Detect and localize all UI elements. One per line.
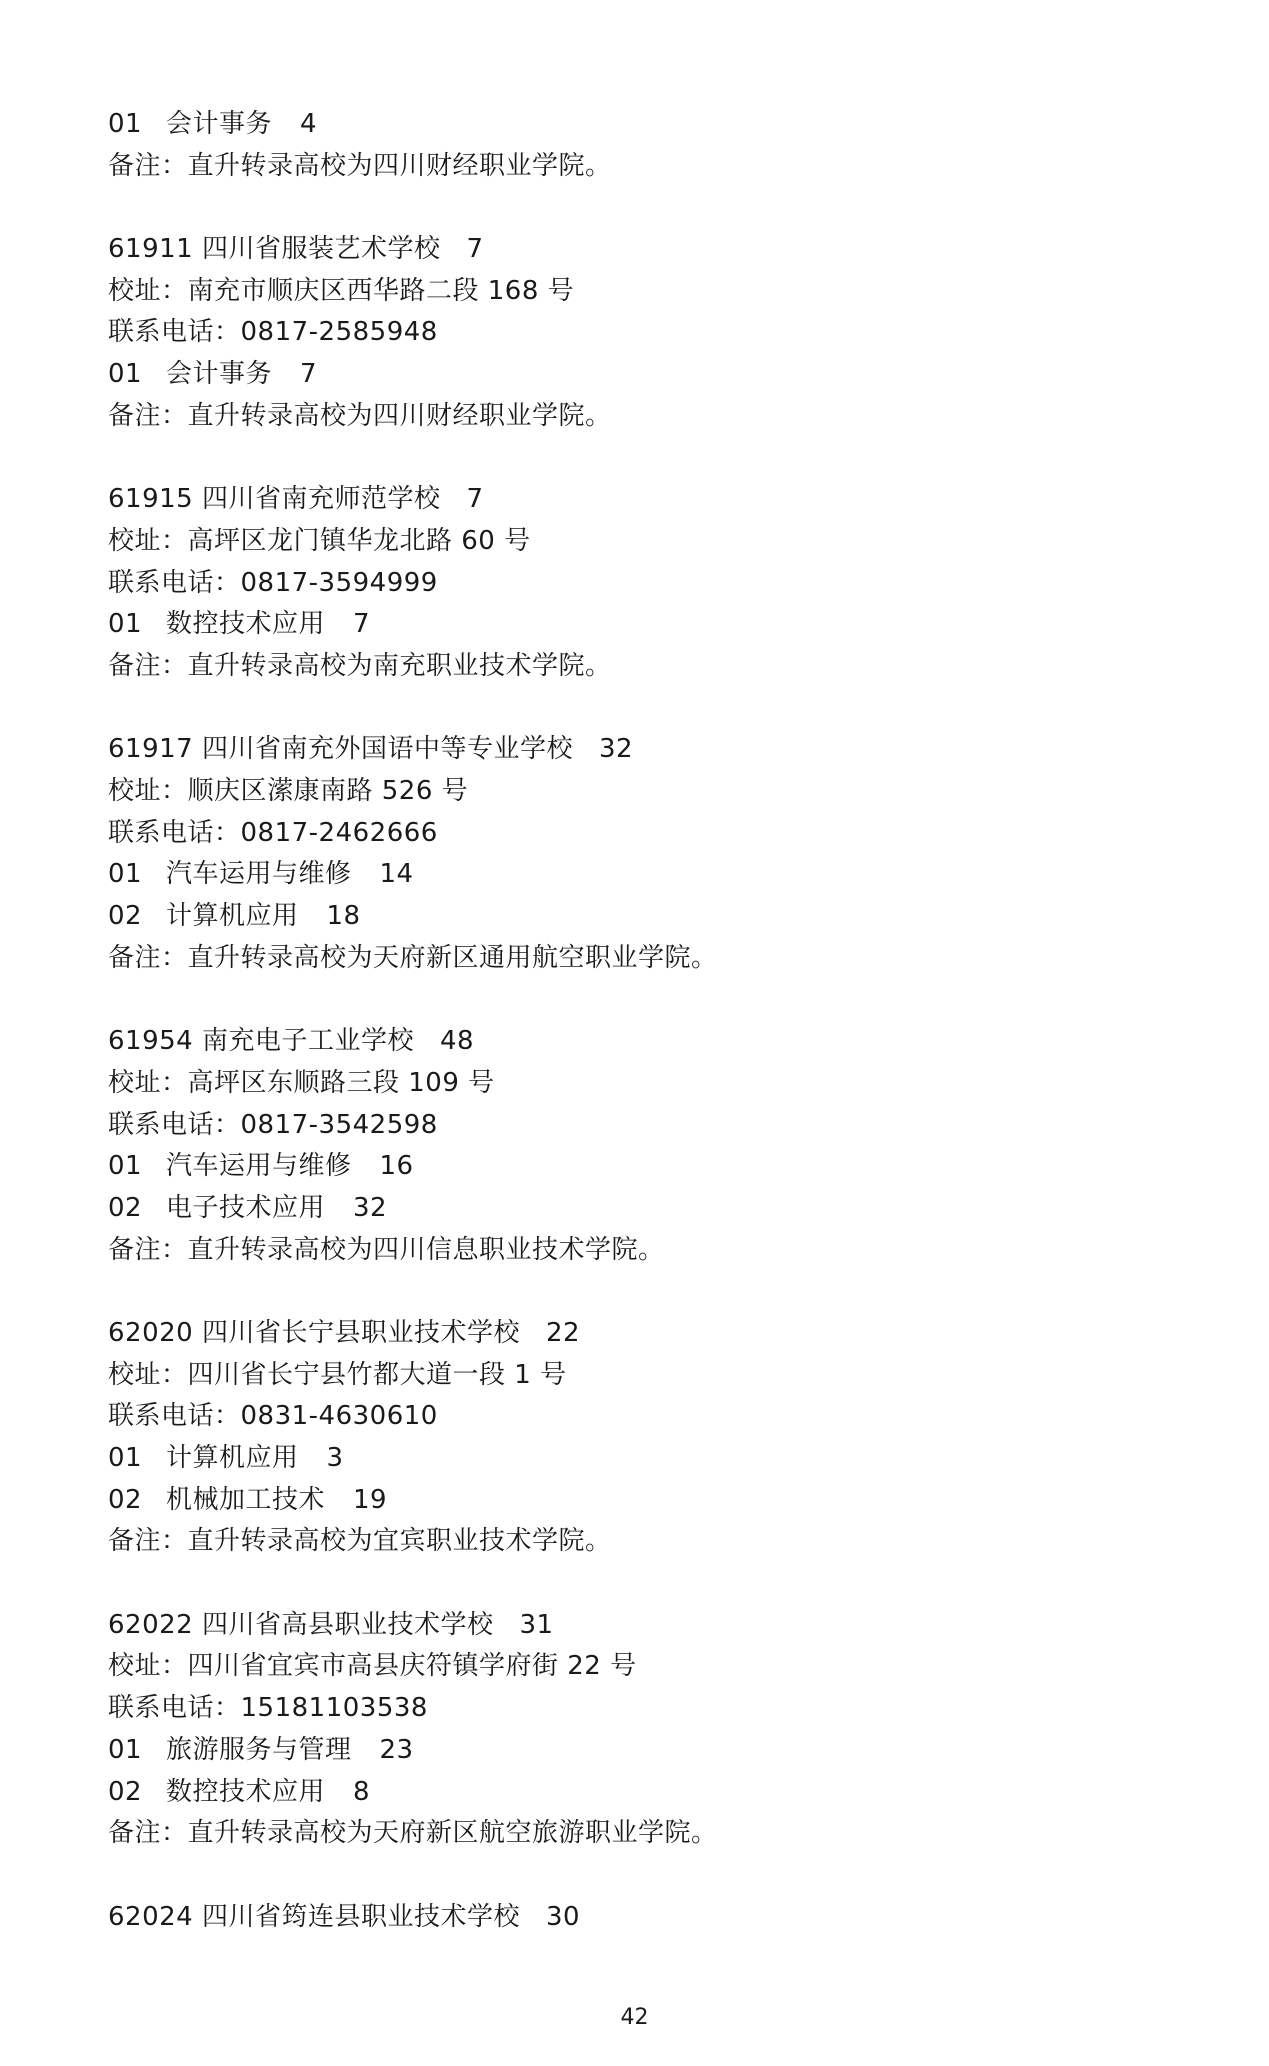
school-heading xyxy=(108,1021,1168,1063)
school-block xyxy=(108,1021,1168,1271)
remark-line: 备注：直升转录高校为天府新区航空旅游职业学院。 xyxy=(108,1818,718,1849)
major-name: 数控技术应用 xyxy=(166,1776,326,1807)
major-name: 电子技术应用 xyxy=(166,1192,326,1223)
school-address: 校址：南充市顺庆区西华路二段 168 号 xyxy=(108,275,575,306)
major-code: 01 xyxy=(108,359,143,390)
major-line xyxy=(108,854,1168,896)
school-quota: 32 xyxy=(599,734,634,765)
major-line xyxy=(108,1188,1168,1230)
major-name: 计算机应用 xyxy=(166,901,299,932)
school-address: 校址：顺庆区潆康南路 526 号 xyxy=(108,776,469,806)
school-heading xyxy=(108,479,1168,521)
major-name: 会计事务 xyxy=(166,109,273,139)
major-quota: 7 xyxy=(300,359,318,390)
remark-line: 备注：直升转录高校为四川财经职业学院。 xyxy=(108,150,612,181)
major-name: 旅游服务与管理 xyxy=(166,1734,352,1765)
major-line xyxy=(108,896,1168,938)
major-code: 02 xyxy=(108,901,143,932)
major-line xyxy=(108,1730,1168,1772)
section-gap xyxy=(108,979,1168,1021)
school-code: 62024 xyxy=(108,1901,194,1932)
major-quota: 23 xyxy=(379,1734,414,1765)
remark-line: 备注：直升转录高校为宜宾职业技术学院。 xyxy=(108,1526,612,1557)
major-name: 计算机应用 xyxy=(166,1443,299,1473)
major-code: 01 xyxy=(108,859,143,890)
major-quota: 16 xyxy=(379,1151,414,1182)
school-name: 四川省南充外国语中等专业学校 xyxy=(201,734,573,765)
school-heading xyxy=(108,1605,1168,1647)
page-number: 42 xyxy=(620,2005,649,2030)
major-line xyxy=(108,1772,1168,1814)
school-code: 61917 xyxy=(108,734,194,765)
page-content xyxy=(108,104,1168,1938)
major-line xyxy=(108,604,1168,646)
major-code: 01 xyxy=(108,1734,143,1765)
school-heading xyxy=(108,1897,1168,1939)
major-line xyxy=(108,354,1168,396)
school-block xyxy=(108,1313,1168,1563)
school-phone: 联系电话：0831-4630610 xyxy=(108,1401,438,1432)
school-quota: 7 xyxy=(466,234,484,265)
school-heading xyxy=(108,229,1168,271)
major-code: 01 xyxy=(108,109,143,139)
major-quota: 19 xyxy=(353,1484,388,1515)
school-name: 四川省长宁县职业技术学校 xyxy=(201,1317,520,1348)
major-quota: 18 xyxy=(326,901,361,932)
school-address: 校址：高坪区龙门镇华龙北路 60 号 xyxy=(108,525,531,556)
school-code: 61915 xyxy=(108,484,194,515)
school-block xyxy=(108,479,1168,687)
school-name: 四川省高县职业技术学校 xyxy=(201,1609,494,1640)
major-quota: 8 xyxy=(353,1776,371,1807)
school-quota: 22 xyxy=(546,1317,581,1348)
remark-line: 备注：直升转录高校为南充职业技术学院。 xyxy=(108,650,612,681)
school-name: 南充电子工业学校 xyxy=(201,1026,414,1057)
major-name: 数控技术应用 xyxy=(166,609,326,640)
school-quota: 7 xyxy=(466,484,484,515)
school-phone: 联系电话：0817-2585948 xyxy=(108,317,438,348)
remark-line: 备注：直升转录高校为天府新区通用航空职业学院。 xyxy=(108,942,718,973)
major-line xyxy=(108,1480,1168,1522)
school-phone: 联系电话：0817-3542598 xyxy=(108,1109,438,1140)
school-heading xyxy=(108,729,1168,771)
section-gap xyxy=(108,688,1168,730)
school-heading xyxy=(108,1313,1168,1355)
major-name: 机械加工技术 xyxy=(166,1484,326,1515)
school-address: 校址：四川省长宁县竹都大道一段 1 号 xyxy=(108,1359,567,1390)
major-quota: 32 xyxy=(353,1192,388,1223)
major-name: 汽车运用与维修 xyxy=(166,859,352,890)
school-quota: 48 xyxy=(440,1026,475,1057)
school-phone: 联系电话：0817-3594999 xyxy=(108,567,438,598)
major-code: 01 xyxy=(108,1151,143,1182)
section-gap xyxy=(108,187,1168,229)
major-code: 02 xyxy=(108,1776,143,1807)
remark-line: 备注：直升转录高校为四川财经职业学院。 xyxy=(108,400,612,431)
section-gap xyxy=(108,1271,1168,1313)
major-quota: 4 xyxy=(300,109,318,139)
school-name: 四川省筠连县职业技术学校 xyxy=(201,1901,520,1932)
school-block xyxy=(108,729,1168,979)
school-block xyxy=(108,1605,1168,1855)
major-line xyxy=(108,1146,1168,1188)
school-code: 61954 xyxy=(108,1026,194,1057)
major-code: 02 xyxy=(108,1192,143,1223)
school-name: 四川省服装艺术学校 xyxy=(201,234,441,265)
school-name: 四川省南充师范学校 xyxy=(201,484,441,515)
major-quota: 14 xyxy=(379,859,414,890)
school-address: 校址：高坪区东顺路三段 109 号 xyxy=(108,1067,495,1098)
major-line xyxy=(108,1438,1168,1480)
school-quota: 30 xyxy=(546,1901,581,1932)
major-line xyxy=(108,104,1168,146)
major-code: 02 xyxy=(108,1484,143,1515)
remark-line: 备注：直升转录高校为四川信息职业技术学院。 xyxy=(108,1234,665,1265)
school-phone: 联系电话：15181103538 xyxy=(108,1693,428,1724)
major-name: 会计事务 xyxy=(166,359,273,390)
school-code: 62020 xyxy=(108,1317,194,1348)
major-code: 01 xyxy=(108,609,143,640)
school-block xyxy=(108,229,1168,437)
school-code: 62022 xyxy=(108,1609,194,1640)
major-name: 汽车运用与维修 xyxy=(166,1151,352,1182)
school-code: 61911 xyxy=(108,234,194,265)
major-quota: 3 xyxy=(326,1443,344,1473)
major-code: 01 xyxy=(108,1443,143,1473)
section-gap xyxy=(108,1563,1168,1605)
school-phone: 联系电话：0817-2462666 xyxy=(108,817,438,848)
major-quota: 7 xyxy=(353,609,371,640)
school-address: 校址：四川省宜宾市高县庆符镇学府街 22 号 xyxy=(108,1651,637,1682)
section-gap xyxy=(108,1855,1168,1897)
section-gap xyxy=(108,438,1168,480)
school-quota: 31 xyxy=(519,1609,554,1640)
